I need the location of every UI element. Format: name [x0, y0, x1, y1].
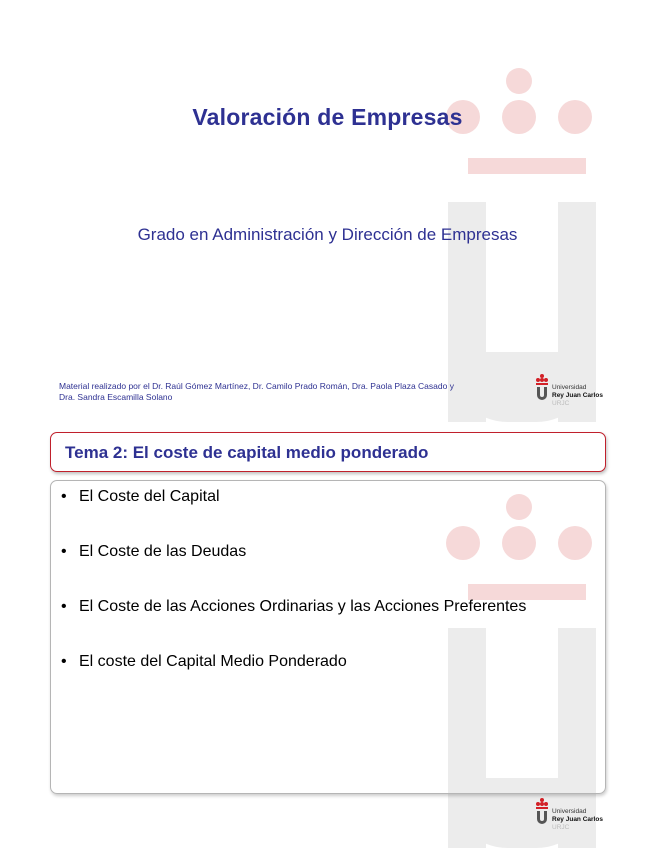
- authors-credits: [59, 381, 529, 403]
- university-logo: [536, 800, 606, 840]
- university-logo: [536, 376, 606, 416]
- bullet-list: [59, 487, 579, 671]
- content-slide: [0, 424, 655, 848]
- logo-line2: Rey Juan Carlos: [552, 816, 603, 823]
- topic-title-box: [50, 432, 606, 472]
- degree-subtitle: Grado en Administración y Dirección de Empresas: [137, 225, 518, 244]
- bullet-item: • El Coste del Capital: [59, 487, 579, 506]
- presentation-title: Valoración de Empresas: [192, 104, 463, 130]
- credits-line: Dra. Sandra Escamilla Solano: [59, 392, 173, 402]
- credits-line: Material realizado por el Dr. Raúl Gómez Martínez, Dr. Camilo Prado Román, Dra. Paola Plaza Casado y: [59, 381, 454, 391]
- topic-title: Tema 2: El coste de capital medio ponderado: [65, 443, 429, 462]
- logo-line2: Rey Juan Carlos: [552, 392, 603, 399]
- logo-line3: URJC: [552, 400, 570, 407]
- logo-line3: URJC: [552, 824, 570, 831]
- content-box: [50, 480, 606, 794]
- bullet-item: • El Coste de las Deudas: [59, 542, 579, 561]
- logo-line1: Universidad: [552, 808, 587, 815]
- logo-line1: Universidad: [552, 384, 587, 391]
- logo-u-icon: [537, 811, 547, 824]
- bullet-item: • El coste del Capital Medio Ponderado: [59, 652, 579, 671]
- bullet-item: • El Coste de las Acciones Ordinarias y las Acciones Preferentes: [59, 597, 579, 616]
- logo-u-icon: [537, 387, 547, 400]
